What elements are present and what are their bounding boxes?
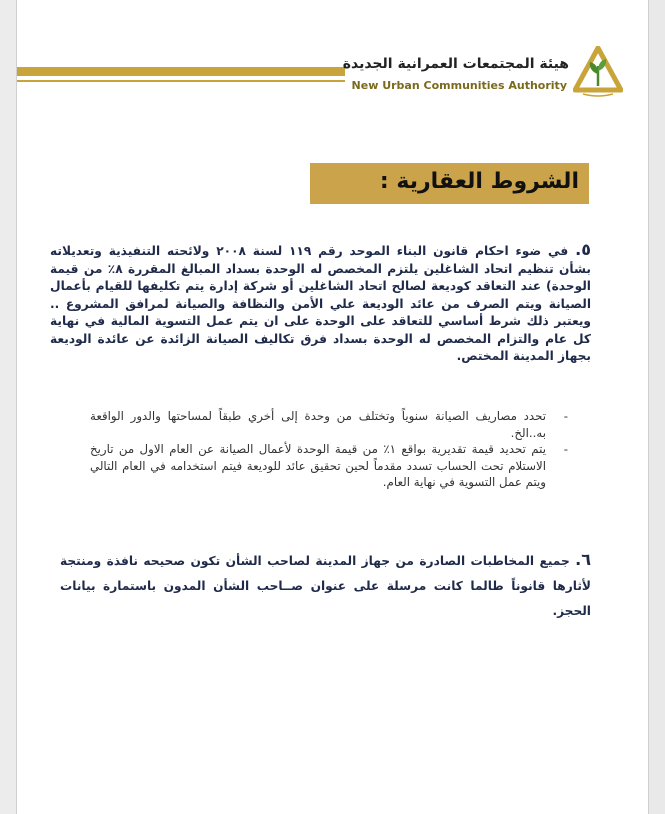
page-left-margin: [0, 0, 17, 814]
maintenance-bullet-list: [90, 408, 568, 491]
list-item: [90, 441, 568, 491]
section-title: الشروط العقارية :: [310, 163, 589, 204]
bullet-marker: -: [563, 442, 568, 456]
triangle-plant-logo-icon: [573, 46, 623, 98]
clause-text: في ضوء احكام قانون البناء الموحد رقم ١١٩ لسنة ٢٠٠٨ ولائحته التنفيذية وتعديلاته بشأن تنظيم اتحاد الشاغلين يلتزم المخصص له الوحدة بسداد المبالغ المقررة ٨٪ من قيمة الوحدة) عند التعاقد كوديعة لصالح اتحاد الشاغلين أو شركة إدارة يتم تكليفها للقيام بأعمال الصيانة ويتم الصرف من عائد الوديعة علي الأمن والنظافة والصيانة لمرافق المشروع .. ويعتبر ذلك شرط أساسي للتعاقد على الوحدة على ان يتم عمل التسوية المالية في نهاية كل عام والتزام المخصص له الوحدة بسداد فرق تكاليف الصيانة الزائدة عن عائدة الوديعة بجهاز المدينة المختص.: [50, 244, 591, 363]
org-name-english: New Urban Communities Authority: [351, 79, 567, 92]
clause-number: ٦.: [575, 550, 591, 569]
clause-6: [60, 547, 591, 624]
page-right-margin: [648, 0, 665, 814]
bullet-text: تحدد مصاريف الصيانة سنوياً وتختلف من وحدة إلى أخري طبقاً لمساحتها والدور الواقعة به..الخ.: [90, 409, 546, 440]
list-item: [90, 408, 568, 441]
header-gold-line: [17, 80, 345, 82]
clause-text: جميع المخاطبات الصادرة من جهاز المدينة لصاحب الشأن تكون صحيحه نافذة ومنتجة لأثارها قانوناً طالما كانت مرسلة على عنوان صــاحب الشأن المدون باستمارة بيانات الحجز.: [60, 554, 591, 618]
bullet-marker: -: [563, 409, 568, 423]
clause-number: ٥.: [575, 240, 591, 259]
bullet-text: يتم تحديد قيمة تقديرية بواقع ١٪ من قيمة الوحدة لأعمال الصيانة عن العام الاول من تاريخ الاستلام تحت الحساب تسدد مقدماً لحين تحقيق عائد للوديعة فيتم استخدامه في العام التالي ويتم عمل التسوية في نهاية العام.: [90, 442, 546, 489]
org-name-arabic: هيئة المجتمعات العمرانية الجديدة: [342, 56, 569, 72]
clause-5: [50, 241, 591, 366]
header-gold-bar: [17, 67, 345, 76]
